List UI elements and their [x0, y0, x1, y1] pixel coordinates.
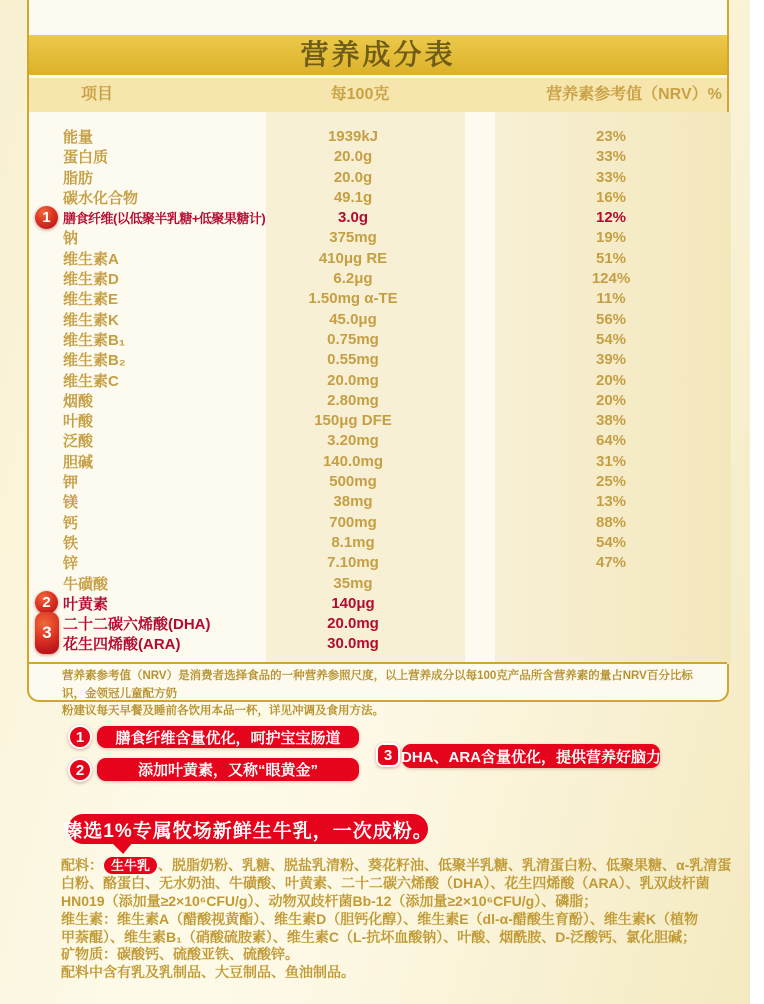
- nutrient-name: 维生素E: [63, 291, 119, 309]
- footnote-line: 粉建议每天早餐及睡前各饮用本品一杯，详见冲调及食用方法。: [62, 705, 384, 717]
- table-row: [31, 613, 729, 633]
- nutrient-name: 烟酸: [63, 392, 94, 410]
- nutrient-value: 20.0mg: [327, 615, 379, 633]
- table-column-header: [29, 78, 727, 112]
- table-row: [31, 633, 729, 653]
- nutrient-name: 维生素K: [63, 311, 119, 329]
- nutrient-nrv: 38%: [595, 412, 627, 430]
- callout-badge-3: 3: [376, 743, 400, 767]
- nutrient-nrv: 51%: [595, 249, 627, 267]
- nutrient-value: 3.0g: [337, 208, 368, 226]
- column-nrv-label: 营养素参考值（NRV）%: [546, 86, 722, 103]
- ingredients-line: HN019（添加量≥2×10⁶CFU/g）、动物双歧杆菌Bb-12（添加量≥2×10⁶CFU/g）、磷脂；: [61, 892, 598, 909]
- table-title: 营养成分表: [29, 35, 727, 75]
- nutrient-nrv: 56%: [595, 310, 627, 328]
- table-row: [31, 167, 729, 187]
- nutrient-nrv: 124%: [591, 270, 631, 288]
- nutrient-name: 维生素A: [63, 250, 119, 268]
- nutrient-nrv: 25%: [595, 473, 627, 491]
- table-row: [31, 552, 729, 572]
- nutrient-nrv: 54%: [595, 533, 627, 551]
- nutrient-value: 49.1g: [333, 188, 373, 206]
- table-row: [31, 410, 729, 430]
- nutrient-name: 叶黄素: [63, 595, 109, 613]
- nutrient-value: 20.0mg: [327, 371, 379, 389]
- nutrient-name: 维生素D: [63, 271, 119, 289]
- nutrient-value: 3.20mg: [327, 432, 379, 450]
- nutrient-value: 700mg: [329, 513, 377, 531]
- nutrient-name: 叶酸: [63, 413, 94, 431]
- ingredients-block: [61, 857, 741, 982]
- nutrient-name: 脂肪: [63, 169, 94, 187]
- table-row: [31, 248, 729, 268]
- banner-tail-pointer: [111, 842, 133, 854]
- nutrient-name: 维生素C: [63, 372, 119, 390]
- ingredients-line: 配料中含有乳及乳制品、大豆制品、鱼油制品。: [61, 964, 355, 981]
- nutrient-value: 140.0mg: [322, 452, 384, 470]
- nutrient-nrv: 19%: [595, 229, 627, 247]
- table-row: [31, 329, 729, 349]
- nutrient-name: 铁: [63, 534, 79, 552]
- nutrient-value: 30.0mg: [327, 635, 379, 653]
- nutrient-value: 20.0g: [333, 168, 373, 186]
- nutrient-nrv: 54%: [595, 330, 627, 348]
- raw-milk-highlight-pill: 生牛乳: [104, 857, 157, 874]
- nutrient-name: 碳水化合物: [63, 189, 139, 207]
- nutrient-nrv: 13%: [595, 493, 627, 511]
- callout-pill-1: 膳食纤维含量优化，呵护宝宝肠道: [97, 726, 359, 748]
- table-row: [31, 207, 729, 227]
- table-row: [31, 532, 729, 552]
- nutrient-name: 钾: [63, 474, 79, 492]
- table-row: [31, 471, 729, 491]
- nutrient-name: 二十二碳六烯酸(DHA): [63, 616, 211, 634]
- table-row: [31, 491, 729, 511]
- footnote-divider: [29, 662, 727, 664]
- table-badge-3: 3: [35, 612, 59, 654]
- nutrient-name: 牛磺酸: [63, 575, 109, 593]
- table-row: [31, 370, 729, 390]
- nutrient-value: 6.2μg: [333, 270, 373, 288]
- nutrient-nrv: 12%: [595, 208, 627, 226]
- ingredients-line: 白粉、酪蛋白、无水奶油、牛磺酸、叶黄素、二十二碳六烯酸（DHA）、花生四烯酸（ARA）、乳双歧杆菌: [61, 874, 710, 891]
- footnote-line: 营养素参考值（NRV）是消费者选择食品的一种营养参照尺度，以上营养成分以每100克产品所含营养素的量占NRV百分比标识，金领冠儿童配方奶: [62, 670, 693, 700]
- table-row: [31, 227, 729, 247]
- nutrient-name: 维生素B₁: [63, 331, 126, 349]
- nutrient-value: 150μg DFE: [314, 412, 392, 430]
- nutrient-value: 1939kJ: [327, 128, 379, 145]
- nutrient-value: 0.55mg: [327, 351, 379, 369]
- nutrient-value: 38mg: [333, 493, 373, 511]
- nutrient-value: 500mg: [329, 473, 377, 491]
- table-badge-1: 1: [35, 206, 58, 229]
- nutrient-name: 钙: [63, 514, 79, 532]
- ingredients-body: [61, 875, 741, 982]
- nutrient-nrv: 20%: [595, 371, 627, 389]
- nutrient-name: 胆碱: [63, 453, 94, 471]
- nutrient-name: 泛酸: [63, 433, 94, 451]
- table-row: [31, 451, 729, 471]
- nutrient-name: 钠: [63, 230, 79, 248]
- fresh-milk-banner: 臻选1%专属牧场新鲜生牛乳，一次成粉。: [68, 814, 428, 844]
- callout-pill-3: DHA、ARA含量优化，提供营养好脑力: [402, 744, 660, 768]
- nutrient-nrv: 33%: [595, 168, 627, 186]
- nutrient-value: 45.0μg: [329, 310, 377, 328]
- table-row: [31, 573, 729, 593]
- ingredients-label: 配料：: [61, 857, 103, 873]
- ingredients-line: 甲萘醌）、维生素B₁（硝酸硫胺素）、维生素C（L-抗坏血酸钠）、叶酸、烟酰胺、D-泛酸钙、氯化胆碱；: [61, 928, 696, 945]
- table-row: [31, 187, 729, 207]
- nutrient-nrv: 20%: [595, 391, 627, 409]
- nutrient-name: 锌: [63, 555, 79, 573]
- nutrient-value: 20.0g: [333, 148, 373, 166]
- ingredients-line1-rest: 、脱脂奶粉、乳糖、脱盐乳清粉、葵花籽油、低聚半乳糖、乳清蛋白粉、低聚果糖、α-乳清蛋: [158, 857, 732, 873]
- table-row: [31, 593, 729, 613]
- nutrient-value: 375mg: [329, 229, 377, 247]
- table-row: [31, 126, 729, 146]
- nutrient-name: 镁: [63, 494, 79, 512]
- nutrient-nrv: 64%: [595, 432, 627, 450]
- nutrient-nrv: 23%: [595, 128, 627, 145]
- nutrient-value: 2.80mg: [327, 391, 379, 409]
- table-row: [31, 309, 729, 329]
- nutrient-value: 410μg RE: [318, 249, 388, 267]
- nutrition-table-box: [27, 0, 729, 717]
- nutrient-name: 维生素B₂: [63, 352, 126, 370]
- nrv-footnote: [62, 668, 707, 721]
- table-row: [31, 349, 729, 369]
- nutrient-name: 花生四烯酸(ARA): [63, 636, 181, 654]
- table-row: [31, 390, 729, 410]
- ingredients-line: 维生素：维生素A（醋酸视黄酯）、维生素D（胆钙化醇）、维生素E（dl-α-醋酸生育酚）、维生素K（植物: [61, 910, 699, 927]
- column-per100g-label: 每100克: [330, 86, 390, 103]
- table-row: [31, 512, 729, 532]
- nutrient-value: 7.10mg: [327, 554, 379, 572]
- table-row: [31, 146, 729, 166]
- nutrient-nrv: 39%: [595, 351, 627, 369]
- nutrient-nrv: 47%: [595, 554, 627, 572]
- nutrient-value: 35mg: [333, 574, 373, 592]
- table-body: [31, 126, 729, 654]
- nutrient-nrv: 16%: [595, 188, 627, 206]
- table-row: [31, 430, 729, 450]
- ingredients-line-1: [61, 857, 741, 875]
- nutrient-name: 膳食纤维(以低聚半乳糖+低聚果糖计): [63, 210, 266, 226]
- table-badge-2: 2: [35, 591, 58, 614]
- column-item-label: 项目: [81, 86, 114, 103]
- ingredients-line: 矿物质：碳酸钙、硫酸亚铁、硫酸锌。: [61, 946, 299, 963]
- nutrient-value: 0.75mg: [327, 330, 379, 348]
- nutrient-nrv: 88%: [595, 513, 627, 531]
- nutrient-value: 8.1mg: [331, 533, 375, 551]
- nutrient-value: 140μg: [331, 594, 375, 612]
- callout-badge-2: 2: [68, 758, 92, 782]
- nutrient-name: 能量: [63, 129, 94, 146]
- table-row: [31, 288, 729, 308]
- callout-pill-2: 添加叶黄素，又称“眼黄金”: [97, 758, 359, 781]
- nutrient-name: 蛋白质: [63, 149, 109, 167]
- nutrient-nrv: 11%: [596, 290, 626, 308]
- table-row: [31, 268, 729, 288]
- nutrient-value: 1.50mg α-TE: [308, 290, 398, 308]
- nutrient-nrv: 33%: [595, 148, 627, 166]
- callout-badge-1: 1: [68, 725, 92, 749]
- nutrient-nrv: 31%: [595, 452, 627, 470]
